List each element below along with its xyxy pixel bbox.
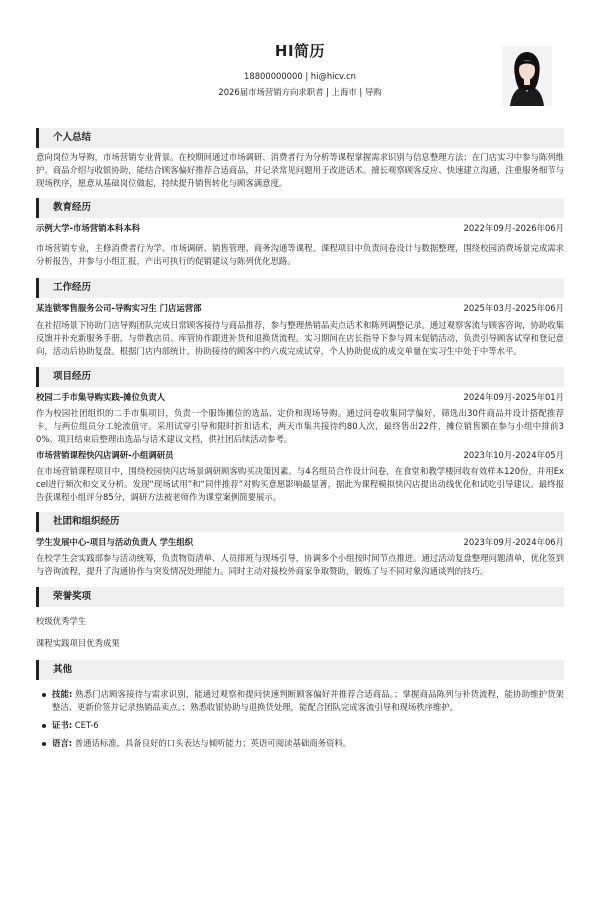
list-item bbox=[42, 688, 564, 714]
item-label: 语言: bbox=[52, 738, 73, 749]
summary-text: 意向岗位为导购，市场营销专业背景。在校期间通过市场调研、消费者行为分析等课程掌握需求识别与信息整理方法；在门店实习中参与陈列维护、商品介绍与收银协助，能结合顾客偏好推荐合适商品，并记录常见问题用于改进话术。擅长观察顾客反应、快速建立沟通，注重服务细节与现场秩序，愿意从基础岗位做起，持续提升销售转化与顾客满意度。 bbox=[36, 152, 564, 189]
item-text: CET-6 bbox=[74, 720, 99, 731]
other-section bbox=[36, 660, 564, 750]
entry-org: 校园二手市集导购实践-摊位负责人 bbox=[36, 392, 166, 403]
entry-text: 在校学生会实践部参与活动统筹，负责物资清单、人员排班与现场引导，协调多个小组按时间节点推进。通过活动复盘整理问题清单，优化签到与咨询流程，提升了沟通协作与突发情况处理能力。同时主动对接校外商家争取赞助，锻炼了与不同对象沟通谈判的技巧。 bbox=[36, 553, 564, 577]
honor-item: 校级优秀学生 bbox=[36, 616, 87, 627]
entry-header bbox=[36, 221, 564, 235]
resume-header bbox=[36, 0, 564, 128]
projects-section bbox=[36, 367, 564, 504]
entry-header bbox=[36, 301, 564, 315]
honor-item: 课程实践项目优秀成果 bbox=[36, 638, 120, 649]
summary-section bbox=[36, 128, 564, 190]
entry-date: 2023年10月-2024年05月 bbox=[463, 450, 564, 461]
entry-text: 在社招场景下协助门店导购团队完成日常顾客接待与商品推荐，参与整理热销品卖点话术和陈列调整记录。通过观察客流与顾客咨询，协助收集反馈并补充新服务手册，与带教店员、库管协作跟进补货和退换货流程。实习期间在店长指导下参与周末促销活动，负责引导顾客试穿和登记意向，活动后协助复盘。根据门店内部统计，协助接待的顾客中约六成完成试穿，个人协助促成的成交单量在实习生中处于中等水平。 bbox=[36, 320, 564, 357]
entry-org: 某连锁零售服务公司-导购实习生 门店运营部 bbox=[36, 303, 202, 314]
entry-text: 作为校园社团组织的二手市集项目，负责一个服饰摊位的选品、定价和现场导购。通过问卷收集同学偏好，筛选出30件商品并设计搭配推荐卡，与两位组员分工轮流值守。采用试穿引导和限时折扣话术，两天市集共接待约80人次，最终售出22件，摊位销售额在参与小组中排前30%。项目结束后整理出选品与话术建议文档，供社团后续活动参考。 bbox=[36, 408, 564, 445]
entry-text: 市场营销专业，主修消费者行为学、市场调研、销售管理、商务沟通等课程。课程项目中负责问卷设计与数据整理，围绕校园消费场景完成需求分析报告，并参与小组汇报，产出可执行的促销建议与陈列优化思路。 bbox=[36, 243, 564, 267]
honors-section bbox=[36, 587, 564, 654]
section-title: 教育经历 bbox=[36, 198, 564, 218]
entry-org: 市场营销课程快闪店调研-小组调研员 bbox=[36, 450, 174, 461]
other-list bbox=[36, 688, 564, 750]
item-label: 技能: bbox=[52, 689, 73, 700]
entry-org: 学生发展中心-项目与活动负责人 学生组织 bbox=[36, 537, 194, 548]
section-title: 个人总结 bbox=[36, 128, 564, 148]
clubs-section bbox=[36, 512, 564, 578]
entry-header bbox=[36, 448, 564, 462]
work-section bbox=[36, 278, 564, 358]
section-title: 其他 bbox=[36, 660, 564, 680]
entry-date: 2022年09月-2026年06月 bbox=[463, 223, 564, 234]
job-intent: 2026届市场营销方向求职者 | 上海市 | 导购 bbox=[218, 87, 382, 97]
item-label: 证书: bbox=[52, 720, 73, 731]
education-section bbox=[36, 198, 564, 268]
list-item bbox=[42, 737, 564, 750]
section-title: 项目经历 bbox=[36, 367, 564, 387]
list-item bbox=[42, 719, 564, 732]
item-text: 普通话标准，具备良好的口头表达与倾听能力；英语可阅读基础商务资料。 bbox=[74, 738, 352, 749]
candidate-name: HI简历 bbox=[274, 42, 326, 60]
section-title: 社团和组织经历 bbox=[36, 512, 564, 532]
section-title: 荣誉奖项 bbox=[36, 587, 564, 607]
entry-header bbox=[36, 390, 564, 404]
entry-date: 2023年09月-2024年06月 bbox=[463, 537, 564, 548]
entry-text: 在市场营销课程项目中，围绕校园快闪店场景调研顾客购买决策因素。与4名组员合作设计问卷，在食堂和教学楼回收有效样本120份，并用Excel进行频次和交叉分析。发现“现场试用”和“同伴推荐”对购买意愿影响最显著，据此为课程模拟快闪店提出动线优化和试吃引导建议。最终报告获课程小组评分85分，调研方法被老师作为课堂案例简要展示。 bbox=[36, 466, 564, 503]
entry-date: 2025年03月-2025年06月 bbox=[463, 303, 564, 314]
entry-date: 2024年09月-2025年01月 bbox=[463, 392, 564, 403]
entry-org: 示例大学-市场营销本科本科 bbox=[36, 223, 140, 234]
entry-header bbox=[36, 535, 564, 549]
item-text: 熟悉门店顾客接待与需求识别，能通过观察和提问快速判断顾客偏好并推荐合适商品。；掌握商品陈列与补货流程，能协助维护货架整洁、更新价签并记录热销品卖点。；熟悉收银协助与退换货处理，能配合团队完成客流引导和现场秩序维护。 bbox=[52, 689, 564, 713]
profile-photo bbox=[502, 46, 552, 106]
contact-info: 18800000000 | hi@hicv.cn bbox=[244, 71, 356, 81]
section-title: 工作经历 bbox=[36, 278, 564, 298]
